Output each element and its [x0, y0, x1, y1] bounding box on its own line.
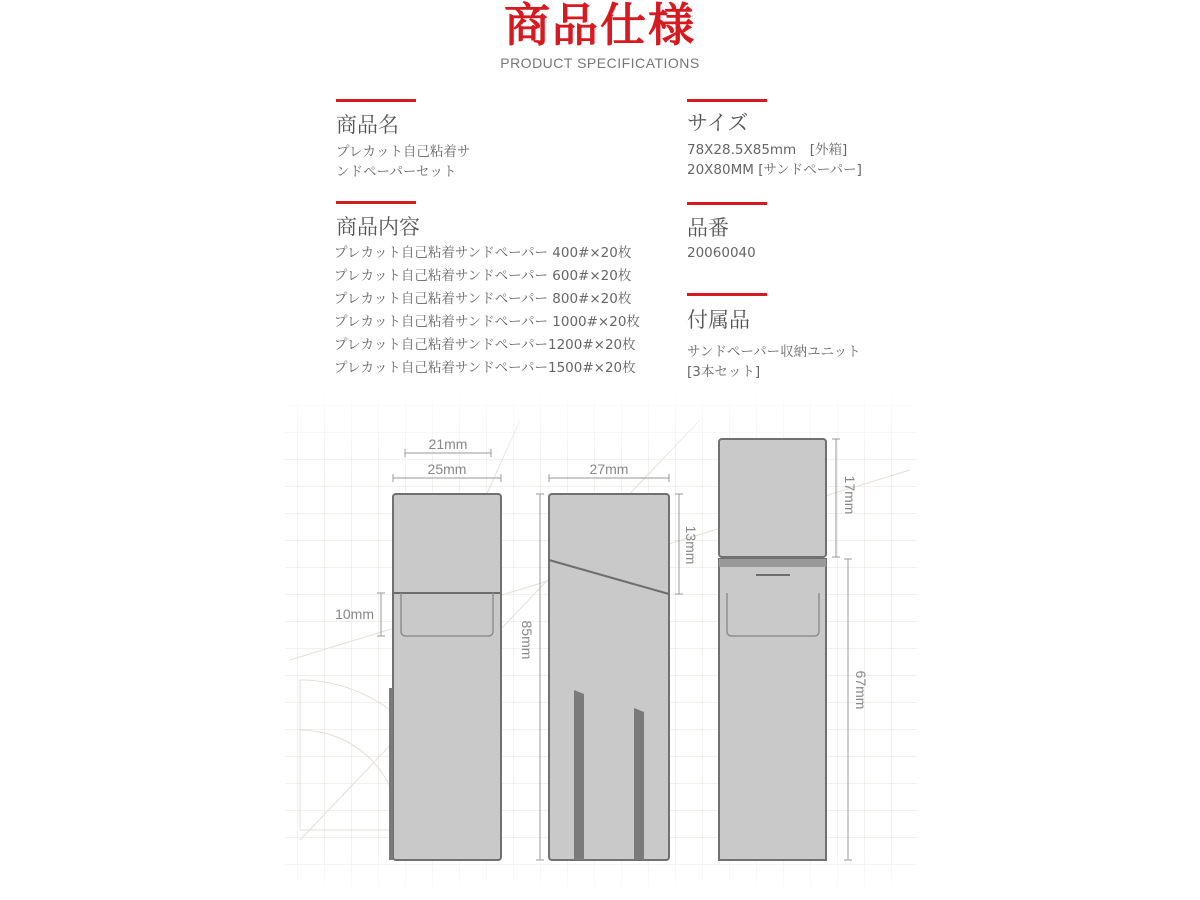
- contents-item: プレカット自己粘着サンドペーパー1200#×20枚: [334, 337, 636, 353]
- contents-item: プレカット自己粘着サンドペーパー 800#×20枚: [334, 291, 632, 307]
- dim-label-17mm: 17mm: [842, 475, 858, 515]
- contents-item: プレカット自己粘着サンドペーパー 600#×20枚: [334, 268, 632, 284]
- size-label: サイズ: [687, 111, 749, 135]
- box-side-view: [549, 494, 669, 860]
- contents-item: プレカット自己粘着サンドペーパー 400#×20枚: [334, 245, 632, 261]
- item-number-value: 20060040: [687, 245, 756, 261]
- accessories-line-1: サンドペーパー収納ユニット: [687, 344, 861, 360]
- accessories-line-2: [3本セット]: [687, 364, 761, 380]
- contents-label: 商品内容: [336, 215, 420, 239]
- page-subtitle: PRODUCT SPECIFICATIONS: [500, 55, 700, 71]
- box-open-view: [719, 439, 826, 860]
- dim-label-13mm: 13mm: [683, 525, 699, 565]
- contents-item: プレカット自己粘着サンドペーパー1500#×20枚: [334, 360, 636, 376]
- item-number-label: 品番: [687, 216, 729, 240]
- dim-label-27mm: 27mm: [589, 461, 629, 477]
- size-line-1: 78X28.5X85mm [外箱]: [687, 142, 848, 158]
- product-name-line-2: ンドペーパーセット: [336, 164, 457, 180]
- size-line-2: 20X80MM [サンドペーパー]: [687, 162, 862, 178]
- dim-label-21mm: 21mm: [428, 436, 468, 452]
- product-name-label: 商品名: [336, 113, 399, 137]
- box-front-view: [389, 494, 501, 860]
- dim-label-25mm: 25mm: [427, 461, 467, 477]
- contents-item: プレカット自己粘着サンドペーパー 1000#×20枚: [334, 314, 640, 330]
- accessories-label: 付属品: [687, 308, 750, 332]
- page-title: 商品仕様: [504, 0, 696, 52]
- product-name-line-1: プレカット自己粘着サ: [336, 144, 471, 160]
- dim-label-67mm: 67mm: [853, 670, 869, 710]
- dim-label-85mm: 85mm: [519, 620, 535, 660]
- dim-label-10mm: 10mm: [335, 606, 374, 622]
